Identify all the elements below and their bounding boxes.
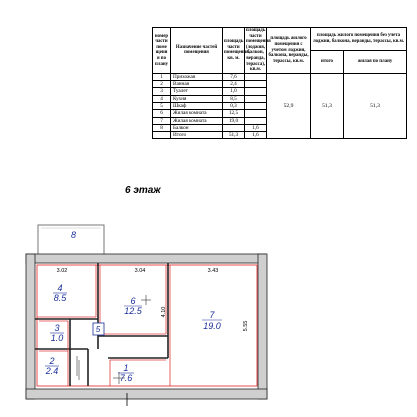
floor-title: 6 этаж: [125, 185, 161, 196]
room-area-4: 8.5: [53, 293, 67, 303]
row-area: 19,0: [223, 117, 245, 124]
total-with-value: 52,9: [267, 73, 311, 139]
row-area: 0,3: [223, 102, 245, 109]
row-area: 7,6: [223, 73, 245, 80]
row-loggia: 1,6: [245, 124, 267, 131]
room-number-3: 3: [54, 323, 60, 333]
row-name: Жилая комната: [171, 110, 223, 117]
room-number-8: 8: [71, 230, 77, 240]
row-num: 4: [153, 95, 171, 102]
room-area-3: 1.0: [50, 333, 64, 343]
living-value: 51,3: [344, 73, 407, 139]
dimension-label: 3.43: [207, 268, 219, 274]
room-area-6: 12.5: [124, 306, 142, 316]
row-area: 8,5: [223, 95, 245, 102]
row-name: Балкон: [171, 124, 223, 131]
row-num: 3: [153, 88, 171, 95]
row-area: 1,0: [223, 88, 245, 95]
room-area-2: 2.4: [45, 366, 59, 376]
row-name: Прихожая: [171, 73, 223, 80]
dimension-label: 5.55: [243, 320, 249, 332]
header-total-with: площадь жилого помещения с учетом лоджии, балкона, веранды, терассы, кв.м.: [267, 28, 311, 74]
row-name: Шкаф: [171, 102, 223, 109]
header-area: площадь части помещения, кв. м.: [223, 28, 245, 74]
room-area-7: 19.0: [203, 321, 221, 331]
room-number-7: 7: [209, 310, 215, 320]
header-loggia: площадь части помещения (лоджия, балкон, веранда, терасса), кв.м.: [246, 28, 271, 73]
room-number-2: 2: [49, 356, 55, 366]
room-area-1: 7.6: [119, 373, 133, 383]
header-num: номер части поме щени я по плану: [153, 28, 171, 74]
room-number-1: 1: [123, 363, 129, 373]
header-living: жилая по плану: [344, 50, 407, 73]
row-num: 7: [153, 117, 171, 124]
room-number-4: 4: [57, 283, 63, 293]
dimension-label: 3.02: [56, 268, 68, 274]
total-loggia: 1,6: [245, 132, 267, 139]
total-name: Итого: [171, 132, 223, 139]
row-name: Ванная: [171, 81, 223, 88]
row-name: Кухня: [171, 95, 223, 102]
row-num: 8: [153, 124, 171, 131]
row-name: Туалет: [171, 88, 223, 95]
row-num: 1: [153, 73, 171, 80]
header-name: Назначение частей помещения: [171, 28, 223, 74]
row-num: 5: [153, 102, 171, 109]
dimension-label: 4.10: [161, 306, 167, 318]
header-total-without-group: площадь жилого помещения без учета лоджии, балкона, веранды, терассы, кв.м.: [311, 28, 407, 51]
header-total: итого: [311, 50, 344, 73]
room-number-5: 5: [95, 325, 101, 334]
row-area: 2,4: [223, 81, 245, 88]
outer-walls: [26, 254, 267, 399]
room-number-6: 6: [130, 296, 136, 306]
row-area: 12,5: [223, 110, 245, 117]
total-area: 51,3: [223, 132, 245, 139]
dimension-label: 3.04: [134, 268, 146, 274]
row-num: 6: [153, 110, 171, 117]
row-num: 2: [153, 81, 171, 88]
row-name: Жилая комната: [171, 117, 223, 124]
total-value: 51,3: [311, 73, 344, 139]
